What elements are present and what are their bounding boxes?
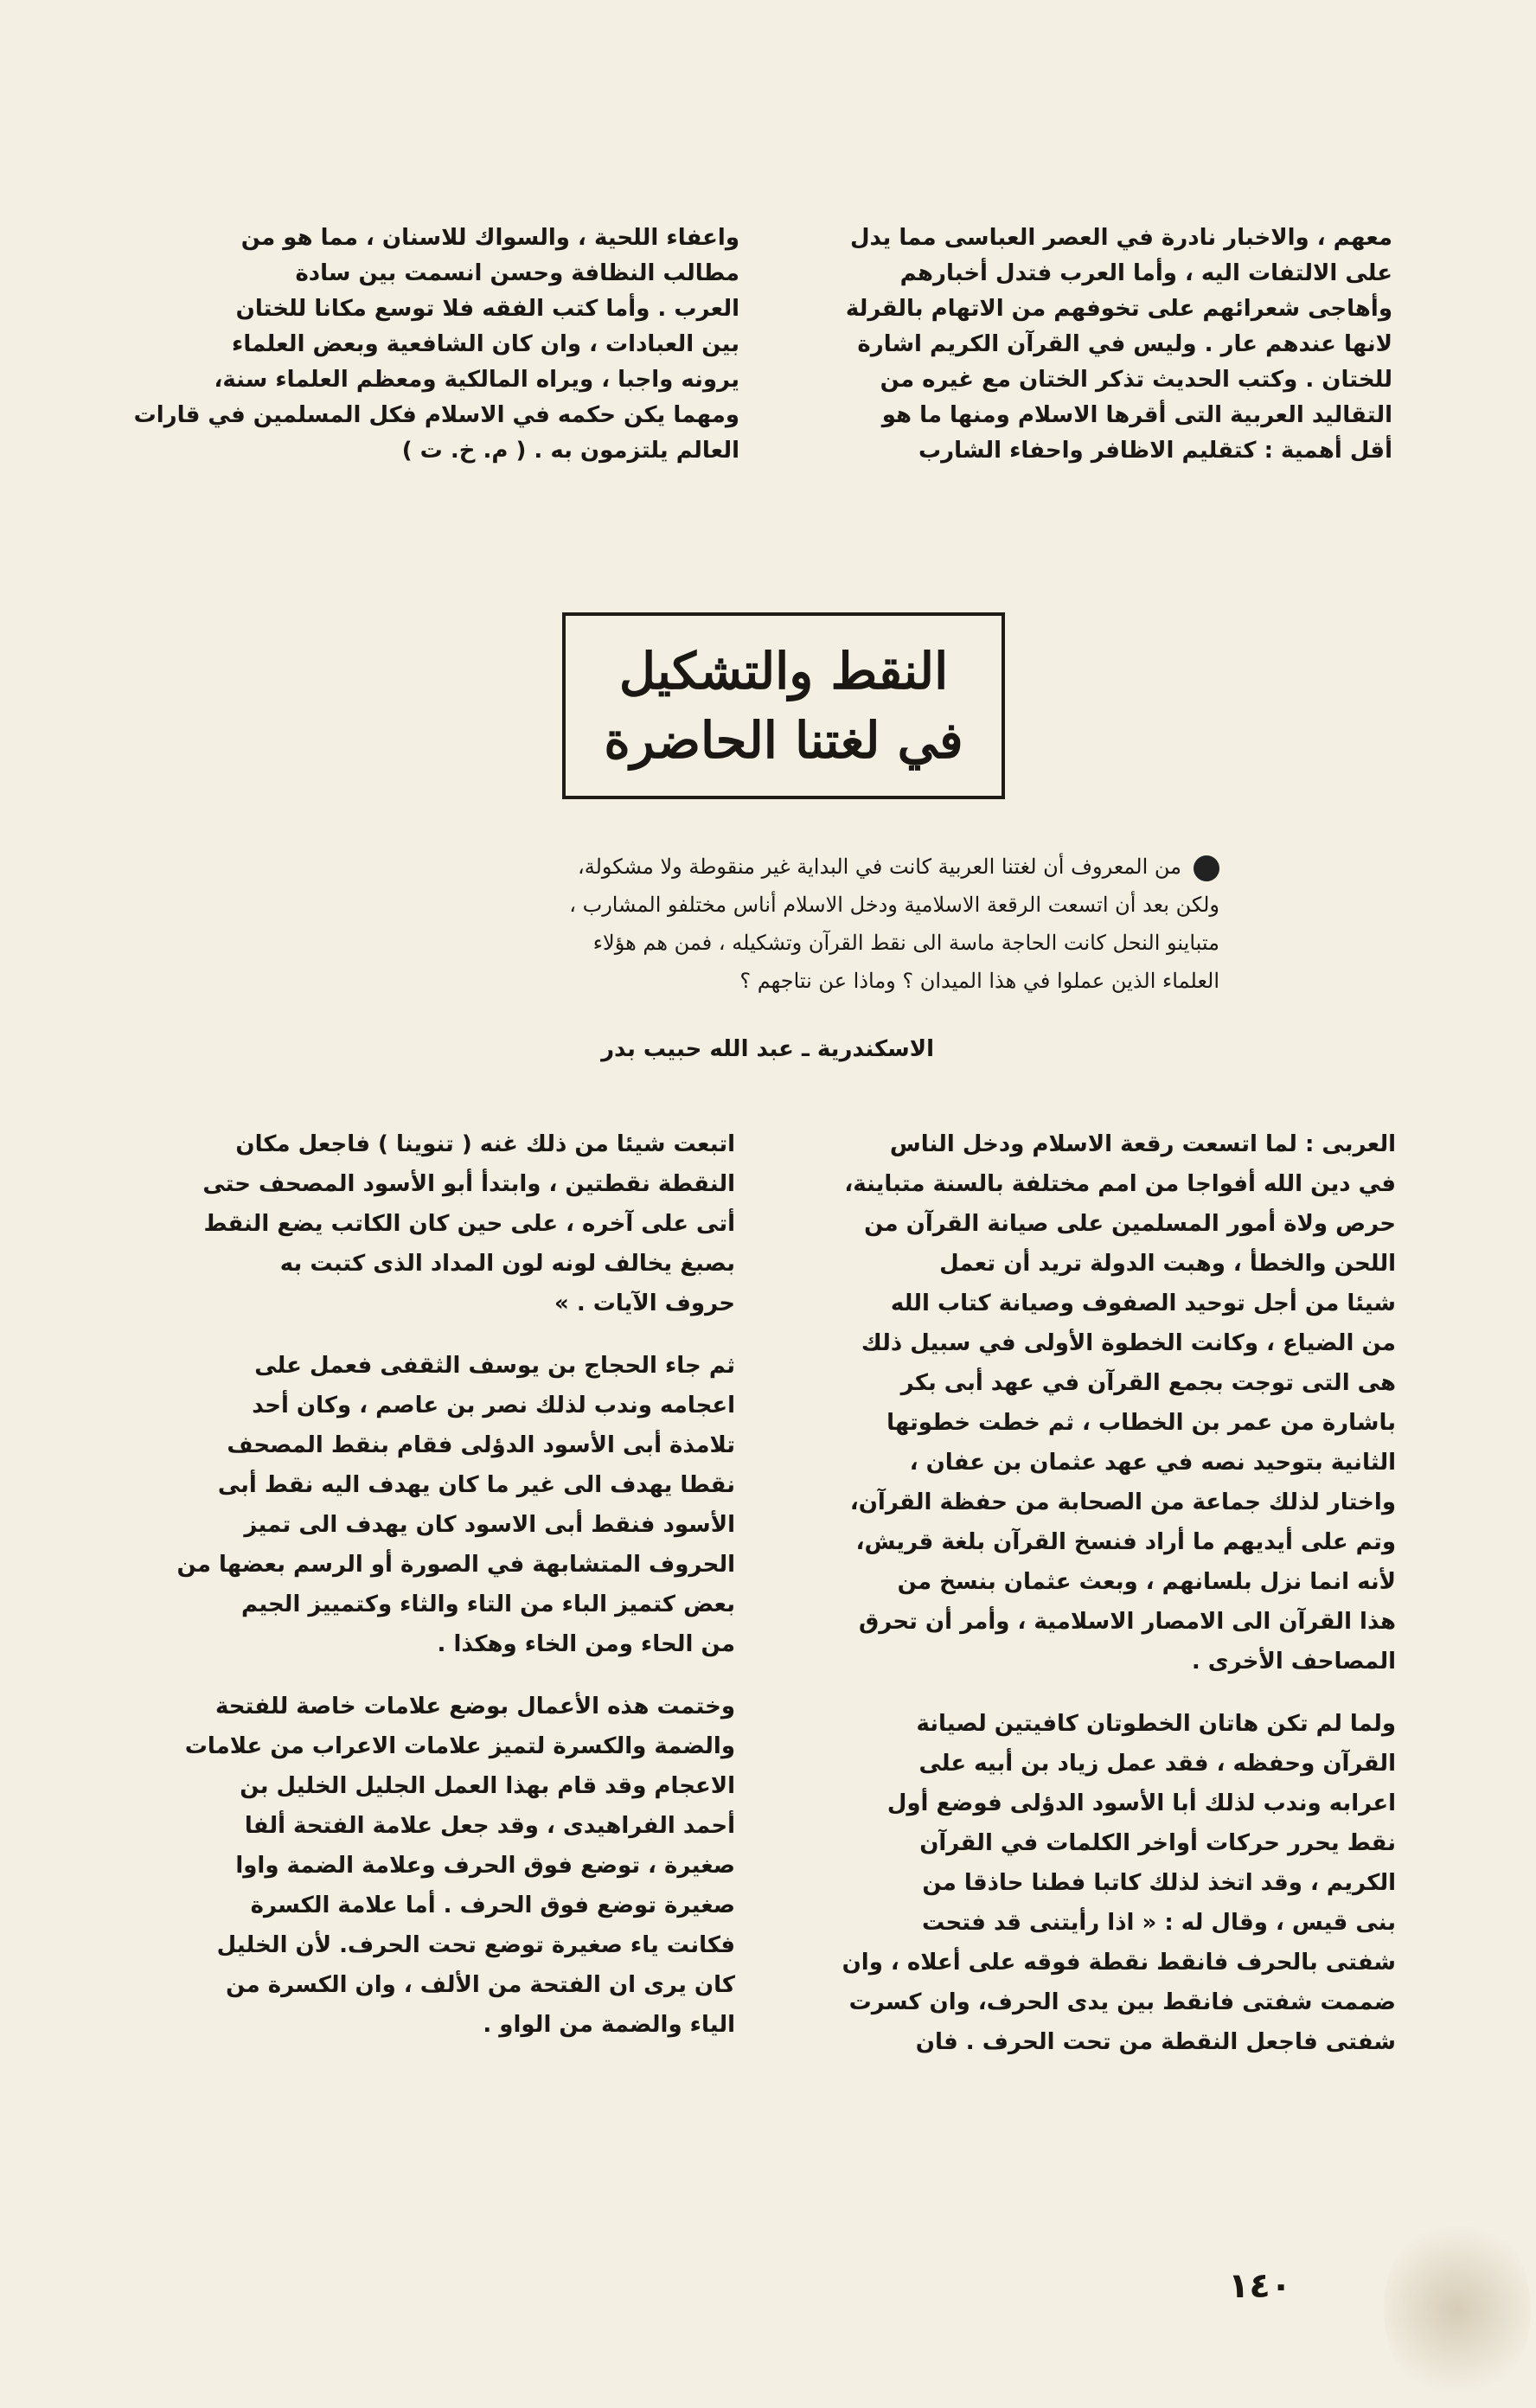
body-paragraph	[130, 1346, 735, 1664]
text-line: صغيرة ، توضع فوق الحرف وعلامة الضمة واوا	[235, 1853, 735, 1879]
text-line: أتى على آخره ، على حين كان الكاتب يضع النقط	[203, 1211, 735, 1237]
article-title-line1: النقط والتشكيل	[618, 642, 949, 701]
body-paragraph	[130, 1124, 735, 1323]
text-line: العربى : لما اتسعت رقعة الاسلام ودخل الناس	[889, 1131, 1396, 1157]
text-line: نقطا يهدف الى غير ما كان يهدف اليه نقط أبى	[217, 1472, 735, 1498]
text-line: اللحن والخطأ ، وهبت الدولة تريد أن تعمل	[939, 1251, 1396, 1277]
text-line: حرص ولاة أمور المسلمين على صيانة القرآن من	[864, 1211, 1396, 1237]
text-line: صغيرة توضع فوق الحرف . أما علامة الكسرة	[250, 1892, 735, 1918]
text-line: للختان . وكتب الحديث تذكر الختان مع غيره من	[880, 367, 1392, 393]
text-line: العرب . وأما كتب الفقه فلا توسع مكانا للختان	[235, 296, 739, 322]
article-title-line2: في لغتنا الحاضرة	[604, 711, 963, 770]
top-right-paragraph	[804, 221, 1392, 469]
text-line: واختار لذلك جماعة من الصحابة من حفظة القرآن،	[849, 1489, 1396, 1515]
text-line: الاعجام وقد قام بهذا العمل الجليل الخليل بن	[240, 1773, 735, 1799]
intro-line: العلماء الذين عملوا في هذا الميدان ؟ وماذا عن نتاجهم ؟	[739, 969, 1219, 993]
paper-stain	[1384, 2214, 1531, 2405]
top-left-column	[130, 221, 739, 469]
text-line: ومهما يكن حكمه في الاسلام فكل المسلمين في قارات	[133, 402, 739, 428]
text-line: الحروف المتشابهة في الصورة أو الرسم بعضها من	[176, 1552, 735, 1578]
paragraph-spacer	[130, 1664, 735, 1687]
body-left-column	[130, 1124, 735, 2045]
text-line: في دين الله أفواجا من امم مختلفة بالسنة متباينة،	[844, 1171, 1396, 1197]
text-line: المصاحف الأخرى .	[1191, 1649, 1396, 1675]
text-line: ثم جاء الحجاج بن يوسف الثقفى فعمل على	[254, 1353, 735, 1379]
text-line: بنى قيس ، وقال له : « اذا رأيتنى قد فتحت	[922, 1910, 1396, 1936]
page-number: ١٤٠	[1228, 2266, 1292, 2306]
text-line: شفتى بالحرف فانقط نقطة فوقه على أعلاه ، وان	[842, 1950, 1396, 1976]
text-line: لانها عندهم عار . وليس في القرآن الكريم اشارة	[857, 331, 1392, 357]
top-right-column	[804, 221, 1392, 469]
body-paragraph	[780, 1124, 1396, 1681]
article-intro	[303, 848, 1219, 1000]
text-line: وختمت هذه الأعمال بوضع علامات خاصة للفتحة	[215, 1694, 735, 1720]
text-line: من الضياع ، وكانت الخطوة الأولى في سبيل ذلك	[861, 1330, 1396, 1356]
article-title-box	[562, 612, 1005, 799]
text-line: التقاليد العربية التى أقرها الاسلام ومنها ما هو	[881, 402, 1392, 428]
text-line: على الالتفات اليه ، وأما العرب فتدل أخبارهم	[899, 260, 1392, 286]
text-line: الثانية بتوحيد نصه في عهد عثمان بن عفان ،	[909, 1450, 1396, 1476]
text-line: كان يرى ان الفتحة من الألف ، وان الكسرة من	[226, 1972, 735, 1998]
text-line: هى التى توجت بجمع القرآن في عهد أبى بكر	[900, 1370, 1396, 1396]
text-line: وتم على أيديهم ما أراد فنسخ القرآن بلغة قريش،	[855, 1529, 1396, 1555]
text-line: ضممت شفتى فانقط بين يدى الحرف، وان كسرت	[848, 1989, 1396, 2015]
text-line: هذا القرآن الى الامصار الاسلامية ، وأمر أن تحرق	[858, 1609, 1396, 1635]
text-line: مطالب النظافة وحسن انسمت بين سادة	[295, 260, 739, 286]
text-line: الكريم ، وقد اتخذ لذلك كاتبا فطنا حاذقا من	[922, 1870, 1396, 1896]
text-line: بصبغ يخالف لونه لون المداد الذى كتبت به	[279, 1251, 735, 1277]
author-byline: الاسكندرية ـ عبد الله حبيب بدر	[601, 1036, 934, 1062]
text-line: الياء والضمة من الواو .	[483, 2012, 735, 2038]
text-line: النقطة نقطتين ، وابتدأ أبو الأسود المصحف حتى	[202, 1171, 735, 1197]
text-line: اعرابه وندب لذلك أبا الأسود الدؤلى فوضع أول	[886, 1790, 1396, 1816]
text-line: نقط يحرر حركات أواخر الكلمات في القرآن	[919, 1830, 1396, 1856]
text-line: بعض كتميز الباء من التاء والثاء وكتمييز الجيم	[240, 1591, 735, 1617]
text-line: والضمة والكسرة لتميز علامات الاعراب من علامات	[184, 1733, 735, 1759]
text-line: بين العبادات ، وان كان الشافعية وبعض العلماء	[232, 331, 739, 357]
text-line: فكانت ياء صغيرة توضع تحت الحرف. لأن الخليل	[216, 1932, 735, 1958]
text-line: الأسود فنقط أبى الاسود كان يهدف الى تميز	[244, 1512, 735, 1538]
text-line: أقل أهمية : كتقليم الاظافر واحفاء الشارب	[918, 438, 1392, 464]
body-right-column	[780, 1124, 1396, 2062]
top-left-paragraph	[130, 221, 739, 469]
text-line: تلامذة أبى الأسود الدؤلى فقام بنقط المصحف	[227, 1432, 735, 1458]
intro-line: متباينو النحل كانت الحاجة ماسة الى نقط القرآن وتشكيله ، فمن هم هؤلاء	[592, 931, 1219, 955]
text-line: ولما لم تكن هاتان الخطوتان كافيتين لصيانة	[916, 1711, 1396, 1737]
text-line: القرآن وحفظه ، فقد عمل زياد بن أبيه على	[918, 1751, 1396, 1777]
text-line: حروف الآيات . »	[554, 1290, 735, 1316]
text-line: معهم ، والاخبار نادرة في العصر العباسى مما يدل	[849, 225, 1392, 251]
text-line: اعجامه وندب لذلك نصر بن عاصم ، وكان أحد	[252, 1393, 735, 1419]
intro-line	[303, 848, 1219, 886]
text-line: شفتى فاجعل النقطة من تحت الحرف . فان	[915, 2029, 1396, 2055]
paragraph-spacer	[130, 1323, 735, 1346]
text-line: وأهاجى شعرائهم على تخوفهم من الاتهام بالقرلة	[845, 296, 1392, 322]
text-line: من الحاء ومن الخاء وهكذا .	[437, 1631, 735, 1657]
text-line: العالم يلتزمون به . ( م. خ. ت )	[401, 438, 739, 464]
text-line: يرونه واجبا ، ويراه المالكية ومعظم العلماء سنة،	[214, 367, 739, 393]
text-line: اتبعت شيئا من ذلك غنه ( تنوينا ) فاجعل مكان	[235, 1131, 735, 1157]
paragraph-spacer	[780, 1681, 1396, 1704]
text-line: لأنه انما نزل بلسانهم ، وبعث عثمان بنسخ من	[897, 1569, 1396, 1595]
text-line: باشارة من عمر بن الخطاب ، ثم خطت خطوتها	[886, 1410, 1396, 1436]
body-paragraph	[130, 1687, 735, 2045]
text-line: أحمد الفراهيدى ، وقد جعل علامة الفتحة ألفا	[244, 1813, 735, 1839]
bullet-icon	[1194, 855, 1219, 881]
body-paragraph	[780, 1704, 1396, 2062]
intro-line-text: من المعروف أن لغتنا العربية كانت في البداية غير منقوطة ولا مشكولة،	[577, 855, 1181, 879]
text-line: واعفاء اللحية ، والسواك للاسنان ، مما هو من	[240, 225, 739, 251]
intro-line: ولكن بعد أن اتسعت الرقعة الاسلامية ودخل الاسلام أناس مختلفو المشارب ،	[569, 893, 1219, 917]
text-line: شيئا من أجل توحيد الصفوف وصيانة كتاب الله	[890, 1290, 1396, 1316]
